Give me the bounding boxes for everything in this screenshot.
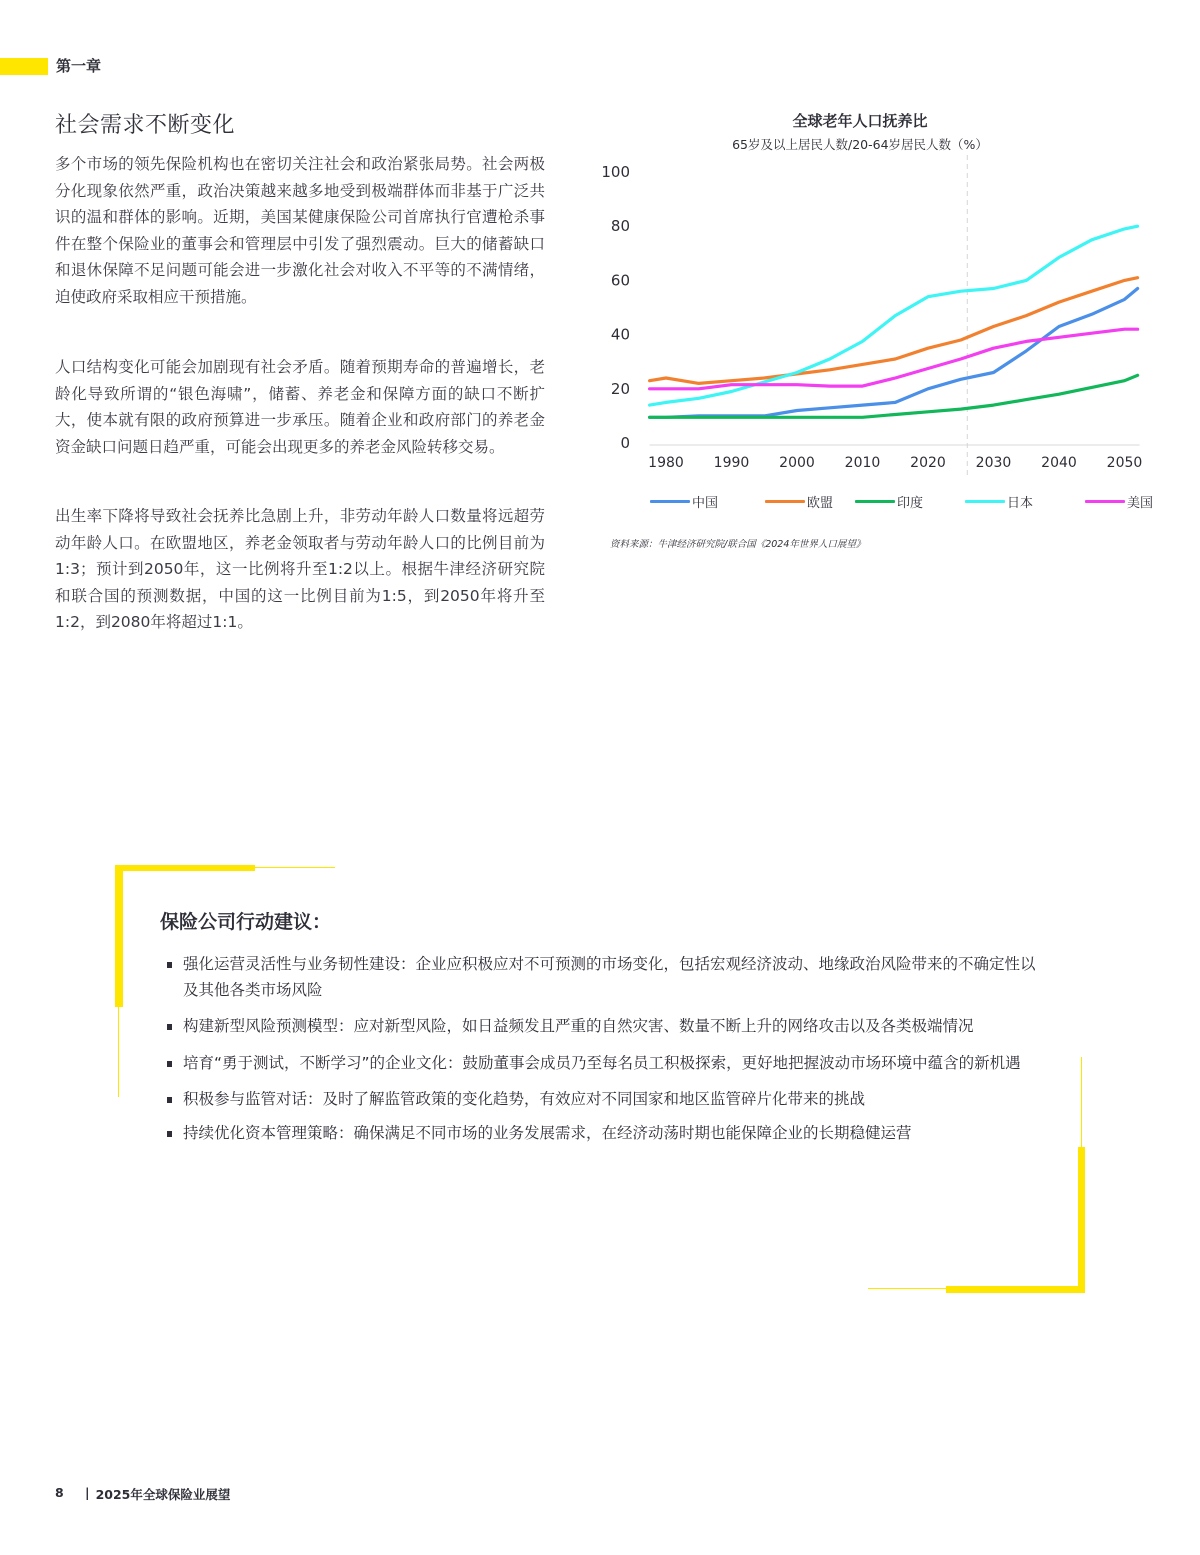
- x-tick-label: 2000: [779, 455, 815, 471]
- body-paragraph: 人口结构变化可能会加剧现有社会矛盾。随着预期寿命的普遍增长，老龄化导致所谓的“银色海啸”，储蓄、养老金和保障方面的缺口不断扩大，使本就有限的政府预算进一步承压。随着企业和政府部门的养老金资金缺口问题日趋严重，可能会出现更多的养老金风险转移交易。: [55, 358, 545, 456]
- decorative-bracket: [255, 867, 335, 868]
- recommendations-title: 保险公司行动建议：: [160, 911, 332, 933]
- list-item-text: 培育“勇于测试，不断学习”的企业文化：鼓励董事会成员乃至每名员工积极探索，更好地把握波动市场环境中蕴含的新机遇: [183, 1053, 1021, 1072]
- square-bullet-icon: [167, 1061, 172, 1067]
- square-bullet-icon: [167, 1097, 172, 1103]
- series-line: [650, 278, 1138, 384]
- list-item: [165, 1014, 1045, 1040]
- decorative-bracket: [868, 1288, 946, 1289]
- list-item-text: 构建新型风险预测模型：应对新型风险，如日益频发且严重的自然灾害、数量不断上升的网络攻击以及各类极端情况: [183, 1017, 974, 1035]
- y-tick-label: 80: [610, 217, 630, 236]
- square-bullet-icon: [167, 962, 172, 968]
- square-bullet-icon: [167, 1024, 172, 1030]
- list-item-text: 积极参与监管对话：及时了解监管政策的变化趋势，有效应对不同国家和地区监管碎片化带来的挑战: [183, 1090, 866, 1108]
- series-line: [650, 289, 1138, 418]
- list-item: [165, 1087, 1045, 1113]
- decorative-bracket: [115, 865, 255, 871]
- x-tick-label: 2050: [1106, 455, 1143, 471]
- recommendations-list: [165, 952, 1045, 1157]
- chapter-accent-bar: [0, 58, 48, 75]
- legend-label: 欧盟: [807, 496, 834, 511]
- legend-swatch-icon: [855, 500, 895, 503]
- decorative-bracket: [1078, 1147, 1085, 1293]
- legend-item: [855, 492, 923, 511]
- list-item: [165, 1051, 1045, 1077]
- legend-item: [765, 492, 833, 511]
- y-tick-label: 0: [620, 434, 630, 452]
- x-tick-label: 2030: [975, 455, 1012, 471]
- page-footer: [55, 1485, 230, 1503]
- legend-swatch-icon: [1085, 500, 1125, 503]
- footer-separator: |: [85, 1485, 90, 1500]
- legend-label: 中国: [692, 496, 719, 511]
- x-tick-label: 1980: [648, 455, 684, 471]
- legend-swatch-icon: [765, 500, 805, 503]
- decorative-bracket: [946, 1286, 1085, 1293]
- x-tick-label: 2020: [910, 455, 946, 471]
- decorative-bracket: [118, 1007, 119, 1097]
- chart-source-note: 资料来源：牛津经济研究院/联合国《2024年世界人口展望》: [610, 539, 866, 550]
- x-tick-label: 2040: [1041, 455, 1077, 471]
- y-tick-label: 20: [610, 379, 630, 398]
- y-tick-label: 100: [601, 163, 630, 181]
- y-tick-label: 60: [610, 271, 630, 290]
- list-item: [165, 952, 1045, 1003]
- x-tick-label: 1990: [713, 455, 750, 471]
- chart-title: 全球老年人口抚养比: [792, 112, 928, 130]
- y-tick-label: 40: [610, 325, 630, 344]
- section-title: 社会需求不断变化: [55, 113, 236, 138]
- legend-item: [650, 492, 718, 511]
- square-bullet-icon: [167, 1131, 172, 1137]
- decorative-bracket: [115, 865, 123, 1007]
- chart-legend: [650, 492, 1170, 512]
- chart-subtitle: 65岁及以上居民人数/20-64岁居民人数（%）: [732, 137, 988, 152]
- legend-label: 美国: [1127, 496, 1154, 511]
- legend-item: [965, 492, 1033, 511]
- decorative-bracket: [1081, 1057, 1082, 1147]
- legend-label: 印度: [897, 496, 924, 511]
- legend-swatch-icon: [650, 500, 690, 503]
- dependency-ratio-chart: [590, 100, 1180, 560]
- legend-swatch-icon: [965, 500, 1005, 503]
- list-item-text: 持续优化资本管理策略：确保满足不同市场的业务发展需求，在经济动荡时期也能保障企业的长期稳健运营: [183, 1123, 912, 1142]
- list-item-text: 强化运营灵活性与业务韧性建设：企业应积极应对不可预测的市场变化，包括宏观经济波动、地缘政治风险带来的不确定性以及其他各类市场风险: [183, 955, 1036, 999]
- x-tick-label: 2010: [844, 455, 881, 471]
- list-item: [165, 1121, 1045, 1147]
- page-number: 8: [55, 1485, 64, 1500]
- publication-title: 2025年全球保险业展望: [95, 1487, 231, 1502]
- chart-plot-area: [590, 100, 1180, 490]
- legend-label: 日本: [1007, 496, 1034, 511]
- body-paragraph: 出生率下降将导致社会抚养比急剧上升，非劳动年龄人口数量将远超劳动年龄人口。在欧盟地区，养老金领取者与劳动年龄人口的比例目前为1:3；预计到2050年，这一比例将升至1:2以上。根据牛津经济研究院和联合国的预测数据，中国的这一比例目前为1:5，到2050年将升至1:2，到2080年将超过1:1。: [55, 507, 545, 631]
- chapter-label: 第一章: [56, 57, 102, 75]
- body-paragraph: 多个市场的领先保险机构也在密切关注社会和政治紧张局势。社会两极分化现象依然严重，政治决策越来越多地受到极端群体而非基于广泛共识的温和群体的影响。近期，美国某健康保险公司首席执行官遭枪杀事件在整个保险业的董事会和管理层中引发了强烈震动。巨大的储蓄缺口和退休保障不足问题可能会进一步激化社会对收入不平等的不满情绪，迫使政府采取相应干预措施。: [55, 155, 545, 306]
- legend-item: [1085, 492, 1153, 511]
